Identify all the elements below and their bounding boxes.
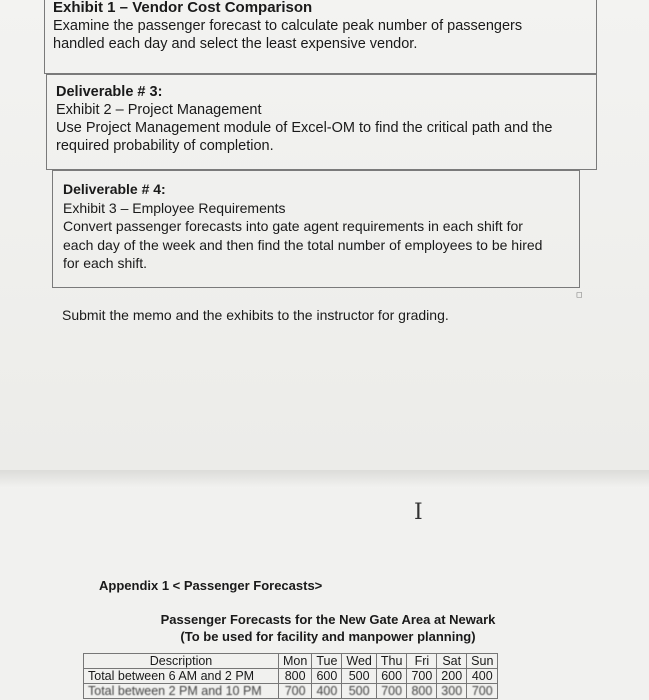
cell-wed: 500 (342, 684, 376, 699)
deliverable-2-line-2: handled each day and select the least expensive vendor. (53, 36, 418, 52)
deliverable-2-line-1: Examine the passenger forecast to calculate peak number of passengers (53, 18, 523, 34)
exhibit-3-title: Exhibit 3 – Employee Requirements (63, 199, 286, 216)
deliverable-2-box (44, 0, 597, 74)
cell-mon: 700 (279, 684, 312, 699)
appendix-title: Appendix 1 < Passenger Forecasts> (99, 578, 323, 593)
table-resize-handle-icon[interactable]: ◻ (576, 290, 583, 299)
cell-thu: 700 (376, 684, 407, 699)
header-mon: Mon (279, 654, 312, 669)
deliverable-3-box (46, 74, 597, 170)
cell-sat: 300 (437, 684, 467, 699)
table-row (84, 669, 498, 684)
cell-tue: 600 (312, 669, 342, 684)
cell-thu: 600 (376, 669, 407, 684)
cell-tue: 400 (312, 684, 342, 699)
cell-sun: 700 (467, 684, 498, 699)
header-tue: Tue (312, 654, 342, 669)
deliverable-3-line-2: required probability of completion. (56, 138, 274, 154)
cell-sat: 200 (437, 669, 467, 684)
cell-fri: 800 (407, 684, 437, 699)
header-sun: Sun (467, 654, 498, 669)
deliverable-4-heading: Deliverable # 4: (63, 181, 166, 197)
cell-sun: 400 (467, 669, 498, 684)
deliverable-3-line-1: Use Project Management module of Excel-OM to find the critical path and the (56, 120, 553, 136)
deliverable-3-heading: Deliverable # 3: (56, 84, 163, 100)
page-break (0, 470, 649, 488)
exhibit-2-title: Exhibit 2 – Project Management (56, 102, 262, 118)
header-description: Description (84, 654, 279, 669)
deliverable-4-line-2: each day of the week and then find the total number of employees to be hired (63, 236, 543, 253)
exhibit-1-title: Exhibit 1 – Vendor Cost Comparison (53, 0, 313, 16)
forecast-title-line-1: Passenger Forecasts for the New Gate Area at Newark (160, 612, 496, 627)
deliverable-4-box (52, 170, 580, 288)
table-header-row (84, 654, 498, 669)
deliverable-4-line-3: for each shift. (63, 255, 148, 271)
forecast-table-title (100, 611, 556, 645)
passenger-forecast-table (83, 653, 498, 699)
table-row (84, 684, 498, 699)
deliverable-4-line-1: Convert passenger forecasts into gate agent requirements in each shift for (63, 218, 523, 234)
row-description: Total between 6 AM and 2 PM (84, 669, 279, 684)
header-wed: Wed (342, 654, 376, 669)
cell-mon: 800 (279, 669, 312, 684)
cell-wed: 500 (342, 669, 376, 684)
header-thu: Thu (376, 654, 407, 669)
forecast-title-line-2: (To be used for facility and manpower planning) (180, 629, 476, 644)
header-fri: Fri (407, 654, 437, 669)
text-cursor-icon: I (414, 500, 423, 525)
row-description: Total between 2 PM and 10 PM (84, 684, 279, 699)
header-sat: Sat (437, 654, 467, 669)
cell-fri: 700 (407, 669, 437, 684)
submit-instruction: Submit the memo and the exhibits to the instructor for grading. (62, 307, 449, 323)
